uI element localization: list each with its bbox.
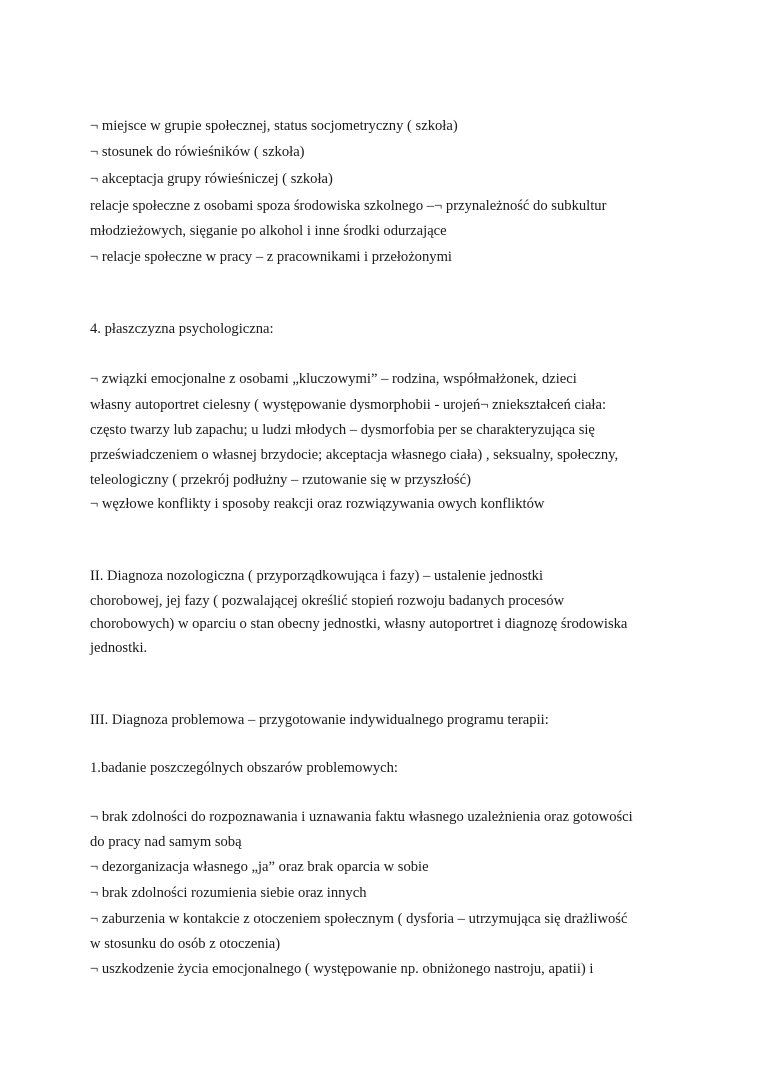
text-line: ¬ dezorganizacja własnego „ja” oraz brak oparcia w sobie (90, 859, 429, 875)
text-line: ¬ zaburzenia w kontakcie z otoczeniem społecznym ( dysforia – utrzymująca się drażliwość (90, 911, 628, 927)
text-line: młodzieżowych, sięganie po alkohol i inne środki odurzające (90, 223, 447, 239)
text-line: chorobowych) w oparciu o stan obecny jednostki, własny autoportret i diagnozę środowiska (90, 616, 628, 632)
section-heading: III. Diagnoza problemowa – przygotowanie indywidualnego programu terapii: (90, 712, 549, 728)
section-heading: II. Diagnoza nozologiczna ( przyporządkowująca i fazy) – ustalenie jednostki (90, 568, 544, 584)
text-line: ¬ miejsce w grupie społecznej, status socjometryczny ( szkoła) (90, 118, 458, 134)
text-line: ¬ uszkodzenie życia emocjonalnego ( występowanie np. obniżonego nastroju, apatii) i (90, 961, 594, 977)
text-line: relacje społeczne z osobami spoza środowiska szkolnego –¬ przynależność do subkultur (90, 198, 607, 214)
text-line: przeświadczeniem o własnej brzydocie; akceptacja własnego ciała) , seksualny, społeczny, (90, 447, 619, 463)
text-line: ¬ brak zdolności rozumienia siebie oraz innych (90, 885, 367, 901)
text-line: ¬ stosunek do rówieśników ( szkoła) (90, 144, 305, 160)
text-line: własny autoportret cielesny ( występowanie dysmorphobii - urojeń¬ zniekształceń ciała: (90, 397, 607, 413)
subsection-heading: 1.badanie poszczególnych obszarów problemowych: (90, 760, 398, 776)
text-line: ¬ akceptacja grupy rówieśniczej ( szkoła) (90, 171, 333, 187)
text-line: ¬ związki emocjonalne z osobami „kluczowymi” – rodzina, współmałżonek, dzieci (90, 371, 577, 387)
text-line: teleologiczny ( przekrój podłużny – rzutowanie się w przyszłość) (90, 472, 471, 488)
section-heading: 4. płaszczyzna psychologiczna: (90, 321, 274, 337)
text-line: często twarzy lub zapachu; u ludzi młodych – dysmorfobia per se charakteryzująca się (90, 422, 595, 438)
text-line: do pracy nad samym sobą (90, 834, 242, 850)
text-line: w stosunku do osób z otoczenia) (90, 936, 281, 952)
text-line: ¬ relacje społeczne w pracy – z pracownikami i przełożonymi (90, 249, 452, 265)
text-line: ¬ węzłowe konflikty i sposoby reakcji oraz rozwiązywania owych konfliktów (90, 496, 545, 512)
text-line: jednostki. (90, 640, 148, 656)
text-line: chorobowej, jej fazy ( pozwalającej określić stopień rozwoju badanych procesów (90, 593, 565, 609)
text-line: ¬ brak zdolności do rozpoznawania i uznawania faktu własnego uzależnienia oraz gotowości (90, 809, 633, 825)
